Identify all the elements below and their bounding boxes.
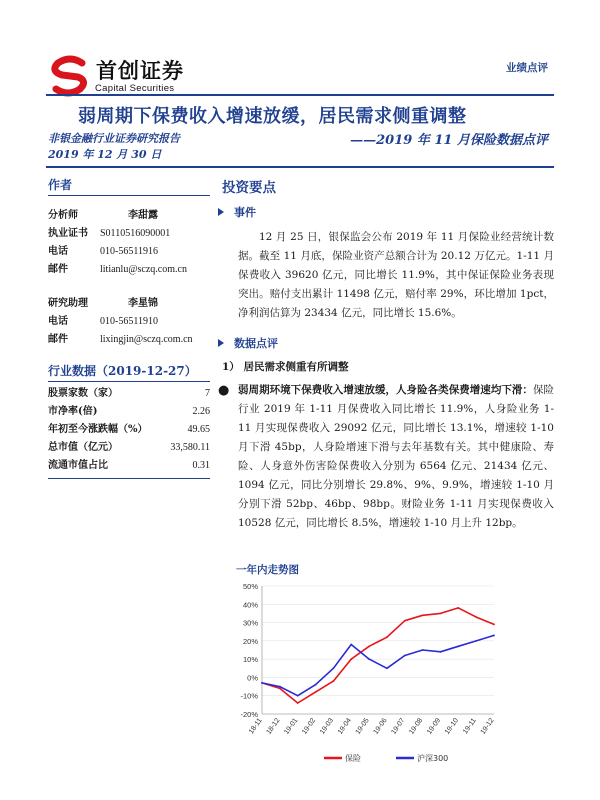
data-point — [297, 702, 299, 704]
bullet-bold-lead: 弱周期环境下保费收入增速放缓，人身险各类保费增速均下滑： — [238, 384, 533, 396]
data-point — [350, 658, 352, 660]
sidebar — [48, 176, 210, 479]
industry-bottom-rule — [48, 478, 210, 479]
analyst-value: 李甜露 — [128, 210, 158, 221]
bullet-dot-icon: ● — [218, 383, 230, 398]
x-tick-label: 19-07 — [390, 717, 407, 736]
analyst-row — [48, 228, 210, 240]
report-title: 弱周期下保费收入增速放缓，居民需求侧重调整 — [78, 106, 467, 127]
x-tick-label: 19-03 — [319, 717, 336, 736]
y-tick-label: -20% — [240, 710, 258, 719]
triangle-bullet-icon — [218, 208, 224, 216]
data-point — [332, 667, 334, 669]
legend-label: 保险 — [345, 754, 361, 763]
industry-value: 49.65 — [187, 424, 210, 435]
industry-value: 33,580.11 — [170, 442, 210, 453]
x-tick-label: 19-02 — [301, 717, 318, 736]
analyst-info — [48, 210, 210, 276]
report-date: 2019 年 12 月 30 日 — [48, 148, 162, 161]
y-tick-label: 30% — [242, 618, 258, 628]
chart-title: 一年内走势图 — [236, 564, 299, 576]
data-point — [368, 658, 370, 660]
trend-chart — [232, 578, 502, 778]
company-logo — [48, 55, 195, 97]
event-paragraph: 12 月 25 日，银保监会公布 2019 年 11 月保险业经营统计数据。截至 11 月底，保险业资产总额合计为 20.12 万亿元。1-11 月保费收入 39620 亿元，同比增长 11.9%，其中保证保险业务表现突出。赔付支出累计 11498 亿元，赔付率 29%，环比增加 1pct，净利润估算为 23434 亿元，同比增长 15.6%。 — [238, 231, 554, 319]
industry-row — [48, 388, 210, 400]
assistant-info — [48, 298, 210, 346]
y-tick-label: 50% — [242, 582, 258, 591]
x-tick-label: 19-09 — [426, 717, 443, 736]
data-point — [350, 644, 352, 646]
y-tick-label: -10% — [240, 691, 258, 701]
x-tick-label: 19-11 — [462, 717, 478, 736]
title-rule — [46, 166, 554, 168]
industry-row — [48, 406, 210, 418]
data-point — [440, 651, 442, 653]
data-point — [332, 680, 334, 682]
series-line-hs300 — [262, 635, 494, 695]
industry-value: 0.31 — [192, 460, 210, 471]
assistant-label: 电话 — [48, 316, 68, 327]
analyst-row — [48, 210, 210, 222]
analyst-value: 010-56511916 — [100, 246, 158, 257]
author-heading: 作者 — [48, 178, 73, 192]
assistant-label: 研究助理 — [48, 298, 88, 309]
header-rule — [46, 94, 554, 96]
data-point — [386, 636, 388, 638]
assistant-row — [48, 316, 210, 328]
x-tick-label: 18-11 — [247, 717, 264, 736]
assistant-value: lixingjin@sczq.com.cn — [100, 334, 193, 345]
industry-label: 年初至今涨跌幅（%） — [48, 424, 148, 435]
industry-value: 7 — [205, 388, 210, 399]
x-tick-label: 19-06 — [372, 717, 389, 736]
data-point — [475, 640, 477, 642]
industry-data-heading: 行业数据（2019-12-27） — [48, 364, 197, 378]
data-point — [422, 614, 424, 616]
data-point — [315, 691, 317, 693]
bullet-text — [238, 381, 554, 533]
triangle-bullet-icon — [218, 339, 224, 347]
comment-heading-label: 数据点评 — [234, 337, 278, 350]
x-tick-label: 19-10 — [443, 717, 460, 736]
data-point — [279, 686, 281, 688]
analyst-value: litianlu@sczq.com.cn — [100, 264, 187, 275]
x-tick-label: 19-05 — [354, 717, 371, 736]
industry-rule — [48, 381, 210, 382]
comment-heading — [218, 335, 554, 351]
x-tick-label: 19-12 — [479, 717, 496, 736]
industry-data-table — [48, 388, 210, 472]
report-type-tag: 业绩点评 — [506, 62, 548, 74]
analyst-row — [48, 264, 210, 276]
key-points-heading: 投资要点 — [222, 180, 276, 196]
data-point — [386, 667, 388, 669]
assistant-row — [48, 334, 210, 346]
analyst-label: 分析师 — [48, 210, 78, 221]
analyst-label: 邮件 — [48, 264, 68, 275]
x-tick-label: 19-01 — [283, 717, 300, 736]
y-tick-label: 10% — [242, 655, 258, 665]
data-point — [493, 634, 495, 636]
industry-row — [48, 460, 210, 472]
analyst-label: 电话 — [48, 246, 68, 257]
industry-row — [48, 424, 210, 436]
data-point — [404, 620, 406, 622]
industry-label: 流通市值占比 — [48, 460, 108, 471]
main-content — [218, 176, 554, 533]
analyst-value: S0110516090001 — [100, 228, 171, 239]
data-point — [368, 645, 370, 647]
event-heading — [218, 204, 554, 220]
data-point — [457, 607, 459, 609]
analyst-label: 执业证书 — [48, 228, 88, 239]
y-tick-label: 20% — [242, 636, 258, 646]
industry-label: 总市值（亿元） — [48, 442, 118, 453]
industry-value: 2.26 — [192, 406, 210, 417]
data-point — [315, 684, 317, 686]
industry-row — [48, 442, 210, 454]
point-heading: 1） 居民需求侧重有所调整 — [222, 361, 349, 373]
report-subtitle: ——2019 年 11 月保险数据点评 — [350, 133, 548, 148]
legend-label: 沪深300 — [417, 754, 449, 763]
bullet-body: 保险行业 2019 年 1-11 月保费收入同比增长 11.9%，人身险业务 1-11 月实现保费收入 29092 亿元，同比增长 13.1%，增速较 1-10 月下滑 45bp，人身险增速下滑与去年基数有关。其中健康险、寿险、人身意外伤害险保费收入分别为 6564 亿元、21434 亿元、1094 亿元，同比分别增长 29.8%、9%、9.9%，增速较 1-10 月分别下滑 52bp、46bp、98bp。财险业务 1-11 月实现保费收入 10528 亿元，同比增长 8.5%，增速较 1-10 月上升 12bp。 — [238, 384, 555, 529]
y-tick-label: 40% — [242, 600, 258, 610]
assistant-label: 邮件 — [48, 334, 68, 345]
logo-english-text: Capital Securities — [95, 83, 175, 94]
x-tick-label: 19-04 — [336, 717, 353, 736]
x-tick-label: 19-08 — [408, 717, 425, 736]
data-point — [440, 613, 442, 615]
analyst-row — [48, 246, 210, 258]
data-point — [475, 616, 477, 618]
data-point — [404, 655, 406, 657]
industry-label: 股票家数（家） — [48, 388, 118, 399]
data-point — [493, 624, 495, 626]
assistant-value: 李星锦 — [128, 298, 158, 309]
data-point — [457, 645, 459, 647]
y-tick-label: 0% — [247, 673, 258, 683]
logo-emblem-icon — [48, 55, 92, 97]
report-category: 非银金融行业证券研究报告 — [48, 132, 180, 145]
assistant-value: 010-56511910 — [100, 316, 158, 327]
bullet-item — [218, 381, 554, 533]
logo-chinese-text: 首创证券 — [96, 58, 184, 83]
industry-label: 市净率(倍) — [48, 406, 98, 417]
data-point — [422, 649, 424, 651]
data-point — [297, 695, 299, 697]
data-point — [261, 682, 263, 684]
event-heading-label: 事件 — [234, 206, 256, 219]
assistant-row — [48, 298, 210, 310]
series-line-insurance — [262, 608, 494, 703]
x-tick-label: 18-12 — [265, 717, 282, 736]
